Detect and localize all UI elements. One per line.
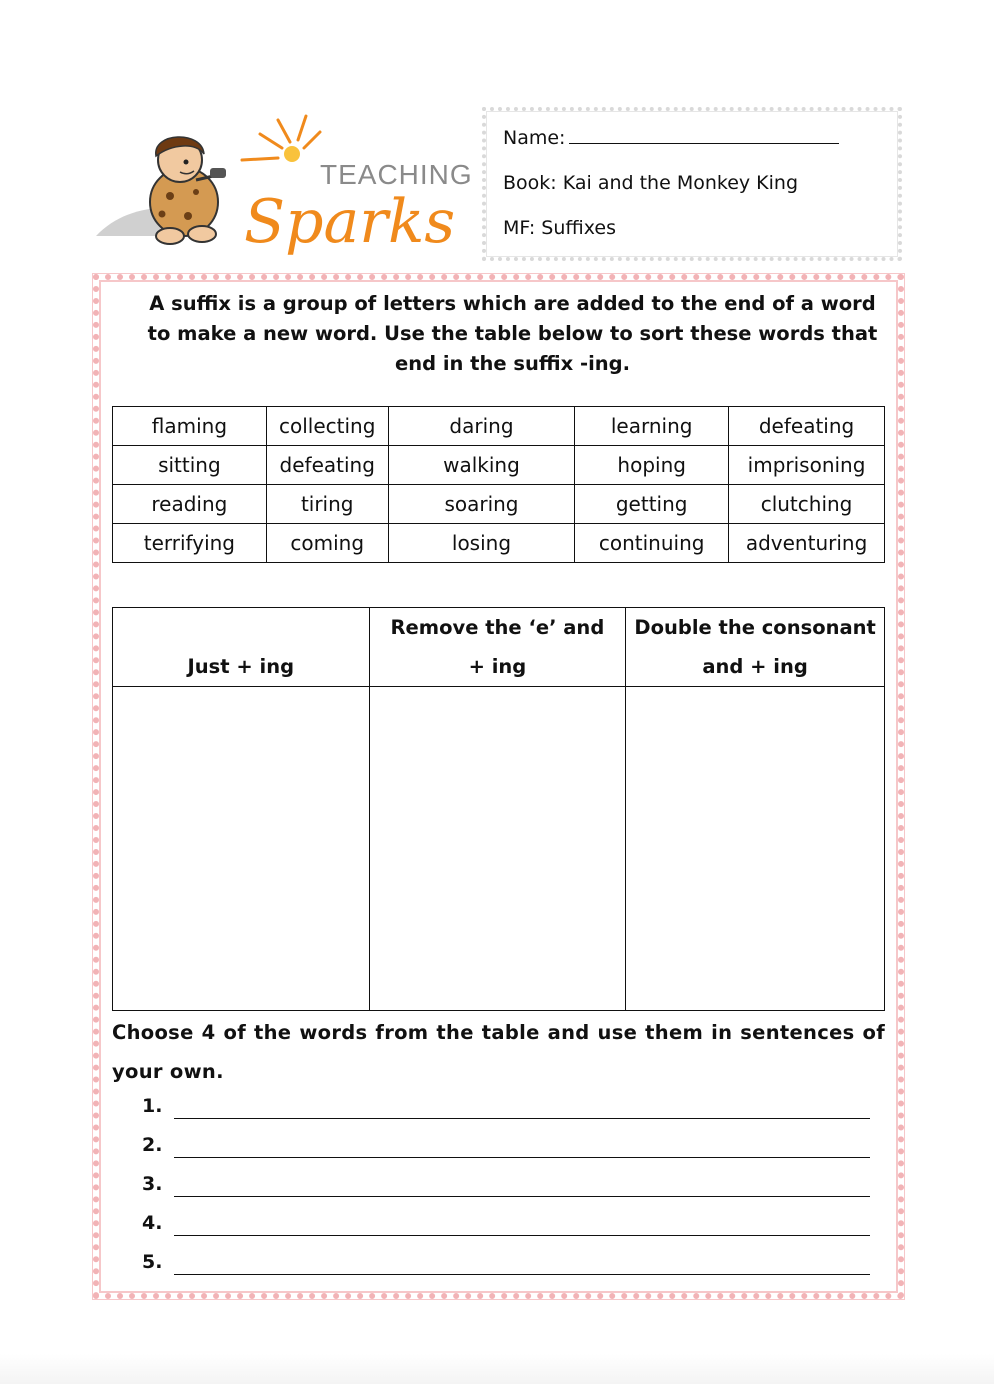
sentence-prompt: Choose 4 of the words from the table and use them in sentences of your own. bbox=[112, 1021, 885, 1083]
word-cell: sitting bbox=[113, 446, 267, 485]
answer-cell-just-ing[interactable] bbox=[113, 687, 370, 1011]
sentence-line[interactable] bbox=[140, 1131, 880, 1170]
word-cell: hoping bbox=[575, 446, 729, 485]
line-number: 5. bbox=[142, 1251, 163, 1273]
instructions: A suffix is a group of letters which are added to the end of a word to make a new word. Use the table below to sort these words that end in the suffix -ing. bbox=[147, 292, 878, 375]
student-info-box bbox=[482, 107, 902, 261]
logo-text-teaching: TEACHING bbox=[320, 159, 472, 190]
sentence-line[interactable] bbox=[140, 1092, 880, 1131]
word-cell: coming bbox=[266, 524, 388, 563]
word-cell: learning bbox=[575, 407, 729, 446]
word-cell: adventuring bbox=[729, 524, 885, 563]
word-cell: losing bbox=[388, 524, 575, 563]
name-blank[interactable] bbox=[569, 129, 839, 144]
writing-line[interactable] bbox=[174, 1118, 870, 1119]
sort-table bbox=[112, 607, 885, 1011]
word-cell: getting bbox=[575, 485, 729, 524]
sentence-line[interactable] bbox=[140, 1170, 880, 1209]
book-title: Book: Kai and the Monkey King bbox=[503, 172, 799, 194]
header-just-ing: Just + ing bbox=[113, 608, 370, 687]
writing-line[interactable] bbox=[174, 1196, 870, 1197]
word-cell: terrifying bbox=[113, 524, 267, 563]
word-cell: daring bbox=[388, 407, 575, 446]
header-remove-e: Remove the ‘e’ and + ing bbox=[369, 608, 626, 687]
word-cell: defeating bbox=[729, 407, 885, 446]
name-label: Name: bbox=[503, 127, 566, 149]
teaching-sparks-logo bbox=[92, 112, 472, 260]
answer-cell-remove-e[interactable] bbox=[369, 687, 626, 1011]
sentence-line[interactable] bbox=[140, 1209, 880, 1248]
table-row bbox=[113, 407, 885, 446]
logo-text-sparks: Sparks bbox=[244, 187, 456, 257]
word-cell: flaming bbox=[113, 407, 267, 446]
table-row bbox=[113, 524, 885, 563]
sentence-line[interactable] bbox=[140, 1248, 880, 1287]
header-double-consonant: Double the consonant and + ing bbox=[626, 608, 885, 687]
table-row bbox=[113, 485, 885, 524]
line-number: 2. bbox=[142, 1134, 163, 1156]
word-cell: clutching bbox=[729, 485, 885, 524]
line-number: 4. bbox=[142, 1212, 163, 1234]
logo-graphic bbox=[92, 112, 472, 260]
sort-answer-row bbox=[113, 687, 885, 1011]
line-number: 1. bbox=[142, 1095, 163, 1117]
word-cell: defeating bbox=[266, 446, 388, 485]
word-cell: continuing bbox=[575, 524, 729, 563]
sort-header-row bbox=[113, 608, 885, 687]
word-cell: walking bbox=[388, 446, 575, 485]
table-row bbox=[113, 446, 885, 485]
sentence-lines bbox=[140, 1092, 880, 1287]
word-cell: collecting bbox=[266, 407, 388, 446]
page-bottom-shade bbox=[0, 1354, 994, 1384]
word-table bbox=[112, 406, 885, 563]
writing-line[interactable] bbox=[174, 1235, 870, 1236]
name-field[interactable] bbox=[503, 127, 839, 149]
word-cell: tiring bbox=[266, 485, 388, 524]
writing-line[interactable] bbox=[174, 1274, 870, 1275]
word-cell: imprisoning bbox=[729, 446, 885, 485]
word-cell: reading bbox=[113, 485, 267, 524]
mf-topic: MF: Suffixes bbox=[503, 217, 617, 239]
writing-line[interactable] bbox=[174, 1157, 870, 1158]
answer-cell-double-consonant[interactable] bbox=[626, 687, 885, 1011]
line-number: 3. bbox=[142, 1173, 163, 1195]
word-cell: soaring bbox=[388, 485, 575, 524]
